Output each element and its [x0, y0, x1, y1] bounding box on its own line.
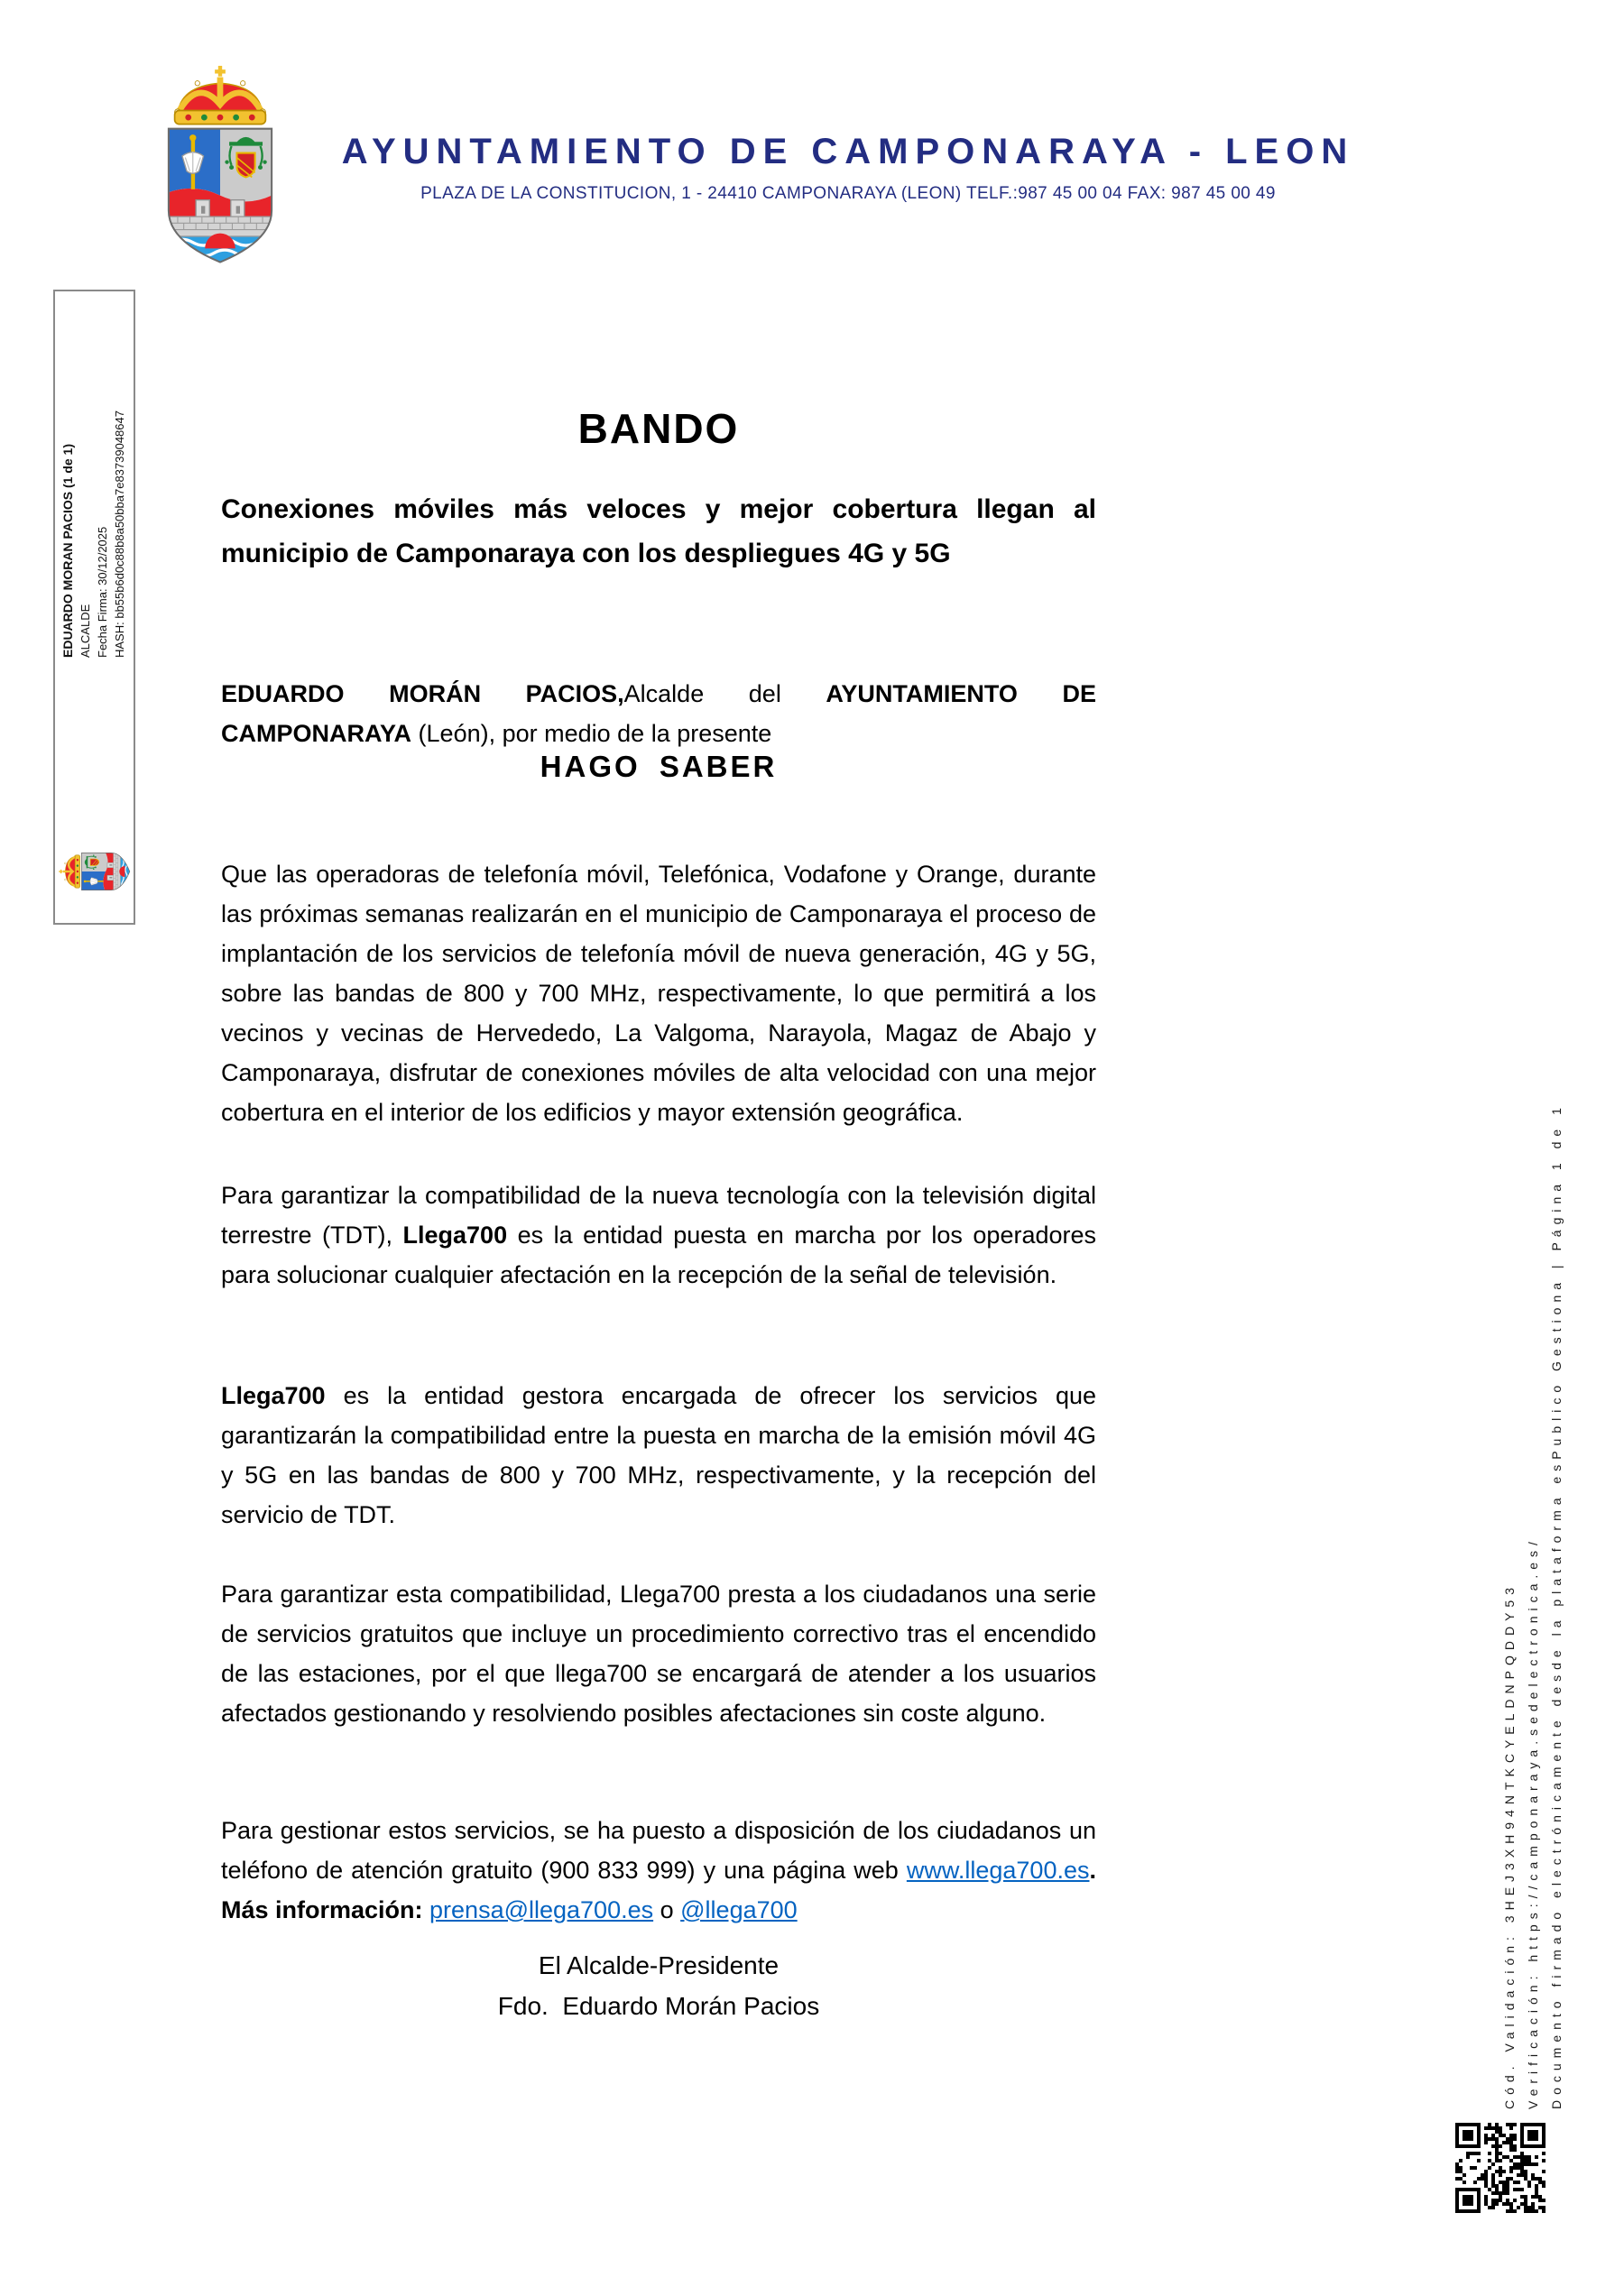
qr-code	[1455, 2123, 1546, 2213]
hyperlink[interactable]: @llega700	[680, 1896, 798, 1923]
signature-stamp	[53, 290, 135, 925]
closing-block	[221, 1945, 1096, 2026]
hyperlink[interactable]: www.llega700.es	[906, 1857, 1090, 1884]
paragraph-1: Que las operadoras de telefonía móvil, Telefónica, Vodafone y Orange, durante las próximas semanas realizarán en el municipio de Camponaraya el proceso de implantación de los servicios de telefonía móvil de nueva generación, 4G y 5G, sobre las bandas de 800 y 700 MHz, respectivamente, lo que permitirá a los vecinos y vecinas de Hervededo, La Valgoma, Narayola, Magaz de Abajo y Camponaraya, disfrutar de conexiones móviles de alta velocidad con una mejor cobertura en el interior de los edificios y mayor extensión geográfica.	[221, 861, 1096, 1126]
organization-title: AYUNTAMIENTO DE CAMPONARAYA - LEON	[341, 132, 1355, 171]
stamp-coat-of-arms-icon	[59, 844, 131, 899]
intro-paragraph: EDUARDO MORÁN PACIOS,Alcalde del AYUNTAMIENTO DE CAMPONARAYA (León), por medio de la presente	[221, 680, 1096, 747]
paragraph-3: Llega700 es la entidad gestora encargada de ofrecer los servicios que garantizarán la compatibilidad entre la puesta en marcha de la emisión móvil 4G y 5G en las bandas de 800 y 700 MHz, respectivamente, y la recepción del servicio de TDT.	[221, 1382, 1096, 1528]
hago-saber-heading: HAGO SABER	[540, 750, 778, 783]
document-subtitle: Conexiones móviles más veloces y mejor cobertura llegan al municipio de Camponaraya con los despliegues 4G y 5G	[221, 494, 1096, 568]
validation-note: Documento firmado electrónicamente desde la plataforma esPublico Gestiona | Página 1 de 1	[1549, 1102, 1564, 2109]
hyperlink[interactable]: prensa@llega700.es	[429, 1896, 654, 1923]
document-title: BANDO	[577, 405, 740, 452]
paragraph-2: Para garantizar la compatibilidad de la nueva tecnología con la televisión digital terrestre (TDT), Llega700 es la entidad puesta en marcha por los operadores para solucionar cualquier afectación en la recepción de la señal de televisión.	[221, 1182, 1097, 1288]
stamp-signature-date: Fecha Firma: 30/12/2025	[96, 526, 109, 658]
organization-address: PLAZA DE LA CONSTITUCION, 1 - 24410 CAMPONARAYA (LEON) TELF.:987 45 00 04 FAX: 987 45 00 49	[420, 184, 1276, 203]
stamp-signer-role: ALCALDE	[78, 604, 92, 658]
paragraph-5: Para gestionar estos servicios, se ha puesto a disposición de los ciudadanos un teléfono de atención gratuito (900 833 999) y una página web www.llega700.es. Más información: prensa@llega700.es o @llega700	[221, 1817, 1096, 1923]
header	[217, 132, 1480, 204]
closing-role: El Alcalde-Presidente	[538, 1951, 780, 1979]
validation-code: Cód. Validación: 3HEJ3XH94NTKCYELDNPQDDY53	[1502, 1582, 1517, 2109]
validation-sidebar	[1498, 875, 1581, 2109]
stamp-hash: HASH: bb55b6d0c88b8a50bba7e83739048647	[113, 410, 126, 658]
stamp-signer-name: EDUARDO MORAN PACIOS (1 de 1)	[60, 444, 75, 658]
stamp-text	[60, 410, 128, 658]
closing-signed: Fdo. Eduardo Morán Pacios	[497, 1992, 820, 2020]
paragraph-4: Para garantizar esta compatibilidad, Llega700 presta a los ciudadanos una serie de servicios gratuitos que incluye un procedimiento correctivo tras el encendido de las estaciones, por el que llega700 se encargará de atender a los usuarios afectados gestionando y resolviendo posibles afectaciones sin coste alguno.	[221, 1581, 1096, 1727]
verification-url: Verificación: https://camponaraya.sedelectronica.es/	[1526, 1536, 1540, 2109]
